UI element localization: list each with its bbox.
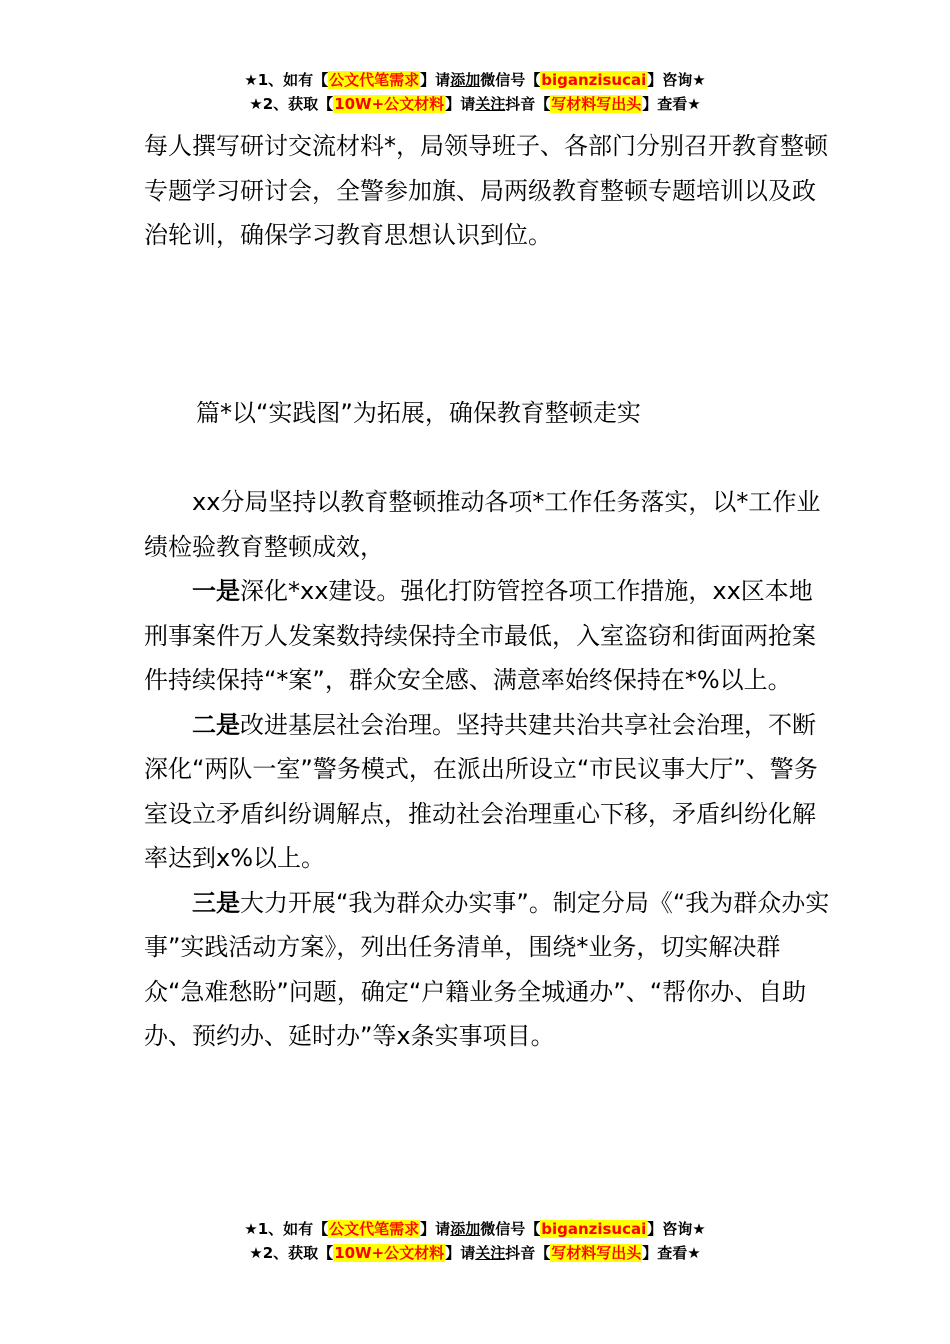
section-heading: 篇*以“实践图”为拓展，确保教育整顿走实 xyxy=(196,399,641,427)
promo-text: 抖音【 xyxy=(505,1244,551,1262)
promo-highlight: 写材料写出头 xyxy=(551,1244,642,1262)
promo-text: 微信号【 xyxy=(480,71,541,89)
item-text: 深化*xx建设。强化打防管控各项工作措施，xx区本地刑事案件万人发案数持续保持全市最低，入室盗窃和街面两抢案件持续保持“*案”，群众安全感、满意率始终保持在*%以上。 xyxy=(144,577,816,694)
promo-text: 】请 xyxy=(445,1244,476,1262)
promo-highlight: 公文代笔需求 xyxy=(329,1220,420,1238)
promo-highlight: biganzisucai xyxy=(541,1220,647,1238)
promo-underline: 关注 xyxy=(475,95,506,113)
item-lead: 一是 xyxy=(192,577,240,605)
promo-banner-top xyxy=(0,68,950,116)
item-text: 改进基层社会治理。坚持共建共治共享社会治理，不断深化“两队一室”警务模式，在派出所设立“市民议事大厅”、警务室设立矛盾纠纷调解点，推动社会治理重心下移，矛盾纠纷化解率达到x%以上。 xyxy=(144,710,818,872)
promo-text: 】咨询★ xyxy=(647,1220,706,1238)
item-2 xyxy=(144,703,834,881)
promo-text: ★1、如有【 xyxy=(244,1220,329,1238)
item-3 xyxy=(144,881,834,1059)
promo-line-2 xyxy=(0,1241,950,1265)
promo-highlight: 写材料写出头 xyxy=(551,95,642,113)
paragraph-1: xx分局坚持以教育整顿推动各项*工作任务落实，以*工作业绩检验教育整顿成效， xyxy=(144,488,821,561)
item-lead: 二是 xyxy=(192,710,240,739)
promo-line-1 xyxy=(0,68,950,92)
item-text: 大力开展“我为群众办实事”。制定分局《“我为群众办实事”实践活动方案》，列出任务清单，围绕*业务，切实解决群众“急难愁盼”问题，确定“户籍业务全城通办”、“帮你办、自助办、预约办、延时办”等x条实事项目。 xyxy=(144,888,830,1050)
promo-text: 】请 xyxy=(420,71,451,89)
promo-text: 】查看★ xyxy=(642,1244,701,1262)
promo-highlight: 公文代笔需求 xyxy=(329,71,420,89)
promo-text: ★2、获取【 xyxy=(249,1244,334,1262)
promo-underline: 添加 xyxy=(450,71,481,89)
promo-text: ★2、获取【 xyxy=(249,95,334,113)
promo-text: 抖音【 xyxy=(505,95,551,113)
promo-text: 】查看★ xyxy=(642,95,701,113)
item-1 xyxy=(144,569,834,703)
promo-banner-bottom xyxy=(0,1217,950,1265)
promo-highlight: 10W+公文材料 xyxy=(334,95,445,113)
intro-paragraph: 每人撰写研讨交流材料*，局领导班子、各部门分别召开教育整顿专题学习研讨会，全警参加旗、局两级教育整顿专题培训以及政治轮训，确保学习教育思想认识到位。 xyxy=(144,132,828,249)
promo-underline: 添加 xyxy=(450,1220,481,1238)
promo-underline: 关注 xyxy=(475,1244,506,1262)
promo-highlight: biganzisucai xyxy=(541,71,647,89)
promo-text: 微信号【 xyxy=(480,1220,541,1238)
promo-highlight: 10W+公文材料 xyxy=(334,1244,445,1262)
promo-text: 】请 xyxy=(420,1220,451,1238)
main-block xyxy=(144,480,834,1059)
promo-text: ★1、如有【 xyxy=(244,71,329,89)
promo-text: 】咨询★ xyxy=(647,71,706,89)
intro-block xyxy=(144,124,834,258)
item-lead: 三是 xyxy=(192,888,240,917)
promo-line-1 xyxy=(0,1217,950,1241)
promo-line-2 xyxy=(0,92,950,116)
promo-text: 】请 xyxy=(445,95,476,113)
